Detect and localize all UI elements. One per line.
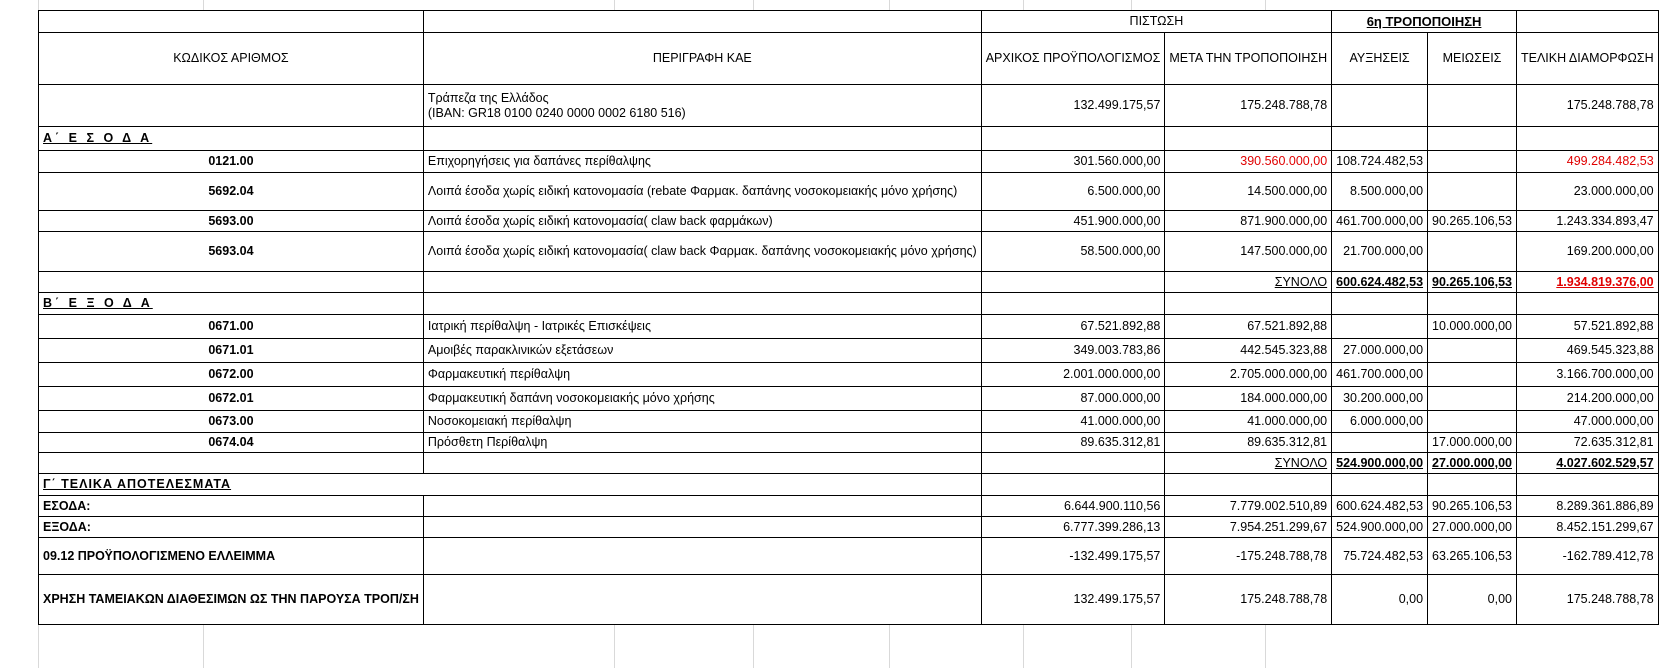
cell[interactable] [1428,127,1517,151]
table-row [39,232,1659,272]
cell[interactable] [981,474,1165,496]
revenue-total-row [39,272,1659,293]
cell[interactable] [423,127,981,151]
cell[interactable] [1165,474,1332,496]
row-code[interactable]: 0672.00 [39,363,424,387]
expense-total-increase[interactable]: 524.900.000,00 [1332,453,1428,474]
results-initial[interactable]: 6.644.900.110,56 [981,496,1165,517]
table-row [39,315,1659,339]
results-decrease[interactable]: 90.265.106,53 [1428,496,1517,517]
table-row [39,339,1659,363]
results-final[interactable]: 175.248.788,78 [1516,575,1658,625]
row-desc[interactable]: Ιατρική περίθαλψη - Ιατρικές Επισκέψεις [423,315,981,339]
row-after[interactable]: 67.521.892,88 [1165,315,1332,339]
row-desc[interactable]: Φαρμακευτική δαπάνη νοσοκομειακής μόνο χρήσης [423,387,981,411]
col-header-increase[interactable]: ΑΥΞΗΣΕΙΣ [1332,33,1428,85]
results-initial[interactable]: 6.777.399.286,13 [981,517,1165,538]
bank-name: Τράπεζα της Ελλάδος [427,90,549,105]
row-initial[interactable]: 87.000.000,00 [981,387,1165,411]
results-initial[interactable]: -132.499.175,57 [981,538,1165,575]
row-desc[interactable]: Πρόσθετη Περίθαλψη [423,433,981,453]
bank-final[interactable]: 175.248.788,78 [1516,85,1658,127]
cell[interactable] [1332,293,1428,315]
row-desc[interactable]: Επιχορηγήσεις για δαπάνες περίθαλψης [423,151,981,173]
row-decrease[interactable] [1428,232,1517,272]
row-decrease[interactable] [1428,411,1517,433]
table-row [39,433,1659,453]
row-code[interactable]: 0671.01 [39,339,424,363]
header-tropopoiisi[interactable]: 6η ΤΡΟΠΟΠΟΙΗΣΗ [1332,11,1517,33]
row-desc[interactable]: Αμοιβές παρακλινικών εξετάσεων [423,339,981,363]
row-final[interactable]: 47.000.000,00 [1516,411,1658,433]
col-header-decrease[interactable]: ΜΕΙΩΣΕΙΣ [1428,33,1517,85]
results-row [39,496,1659,517]
bank-desc[interactable] [423,85,981,127]
row-increase[interactable]: 108.724.482,53 [1332,151,1428,173]
table-row [39,211,1659,232]
expense-total-label[interactable]: ΣΥΝΟΛΟ [1165,453,1332,474]
row-decrease[interactable] [1428,339,1517,363]
budget-amendment-table [38,10,1659,625]
header-pistosi[interactable]: ΠΙΣΤΩΣΗ [981,11,1331,33]
row-initial[interactable]: 301.560.000,00 [981,151,1165,173]
results-row [39,517,1659,538]
table-row [39,411,1659,433]
row-after[interactable]: 41.000.000,00 [1165,411,1332,433]
cell[interactable] [981,127,1165,151]
row-decrease[interactable] [1428,151,1517,173]
row-increase[interactable]: 6.000.000,00 [1332,411,1428,433]
row-desc[interactable]: Φαρμακευτική περίθαλψη [423,363,981,387]
row-decrease[interactable]: 10.000.000,00 [1428,315,1517,339]
results-after[interactable]: -175.248.788,78 [1165,538,1332,575]
cell[interactable] [423,575,981,625]
cell[interactable] [1428,293,1517,315]
section-a-row [39,127,1659,151]
section-c-title[interactable]: Γ΄ ΤΕΛΙΚΑ ΑΠΟΤΕΛΕΣΜΑΤΑ [39,474,982,496]
results-final[interactable]: 8.452.151.299,67 [1516,517,1658,538]
cell[interactable] [981,453,1165,474]
revenue-total-decrease[interactable]: 90.265.106,53 [1428,272,1517,293]
row-initial[interactable]: 451.900.000,00 [981,211,1165,232]
row-code[interactable]: 5693.04 [39,232,424,272]
row-initial[interactable]: 6.500.000,00 [981,173,1165,211]
row-final[interactable]: 3.166.700.000,00 [1516,363,1658,387]
row-increase[interactable] [1332,315,1428,339]
results-increase[interactable]: 0,00 [1332,575,1428,625]
bank-after[interactable]: 175.248.788,78 [1165,85,1332,127]
row-initial[interactable]: 58.500.000,00 [981,232,1165,272]
cell[interactable] [39,453,424,474]
row-increase[interactable]: 461.700.000,00 [1332,211,1428,232]
col-header-after[interactable]: ΜΕΤΑ ΤΗΝ ΤΡΟΠΟΠΟΙΗΣΗ [1165,33,1332,85]
cell[interactable] [39,11,424,33]
results-decrease[interactable]: 63.265.106,53 [1428,538,1517,575]
results-label[interactable]: ΧΡΗΣΗ ΤΑΜΕΙΑΚΩΝ ΔΙΑΘΕΣΙΜΩΝ ΩΣ ΤΗΝ ΠΑΡΟΥΣΑ ΤΡΟΠ/ΣΗ [39,575,424,625]
row-after[interactable]: 184.000.000,00 [1165,387,1332,411]
row-decrease[interactable]: 17.000.000,00 [1428,433,1517,453]
cell[interactable] [1516,474,1658,496]
row-code[interactable]: 0121.00 [39,151,424,173]
row-initial[interactable]: 89.635.312,81 [981,433,1165,453]
row-initial[interactable]: 2.001.000.000,00 [981,363,1165,387]
revenue-total-final[interactable]: 1.934.819.376,00 [1516,272,1658,293]
expense-total-row [39,453,1659,474]
col-header-desc[interactable]: ΠΕΡΙΓΡΑΦΗ ΚΑΕ [423,33,981,85]
row-decrease[interactable]: 90.265.106,53 [1428,211,1517,232]
results-decrease[interactable]: 0,00 [1428,575,1517,625]
row-desc[interactable]: Λοιπά έσοδα χωρίς ειδική κατονομασία( claw back Φαρμακ. δαπάνης νοσοκομειακής μόνο χρήσης) [423,232,981,272]
row-final[interactable]: 57.521.892,88 [1516,315,1658,339]
row-final[interactable]: 1.243.334.893,47 [1516,211,1658,232]
cell[interactable] [1332,85,1428,127]
row-increase[interactable] [1332,433,1428,453]
cell[interactable] [423,517,981,538]
results-row [39,575,1659,625]
section-a-title[interactable]: Α΄ Ε Σ Ο Δ Α [39,127,424,151]
col-header-final[interactable]: ΤΕΛΙΚΗ ΔΙΑΜΟΡΦΩΣΗ [1516,33,1658,85]
table-row [39,387,1659,411]
row-code[interactable]: 0672.01 [39,387,424,411]
row-final[interactable]: 469.545.323,88 [1516,339,1658,363]
row-after[interactable]: 390.560.000,00 [1165,151,1332,173]
cell[interactable] [1332,127,1428,151]
row-after[interactable]: 442.545.323,88 [1165,339,1332,363]
cell[interactable] [39,85,424,127]
row-code[interactable]: 5693.00 [39,211,424,232]
col-header-code[interactable]: ΚΩΔΙΚΟΣ ΑΡΙΘΜΟΣ [39,33,424,85]
row-final[interactable]: 214.200.000,00 [1516,387,1658,411]
expense-total-decrease[interactable]: 27.000.000,00 [1428,453,1517,474]
row-code[interactable]: 0674.04 [39,433,424,453]
row-after[interactable]: 89.635.312,81 [1165,433,1332,453]
row-increase[interactable]: 461.700.000,00 [1332,363,1428,387]
bank-iban: (IBAN: GR18 0100 0240 0000 0002 6180 516) [427,105,686,120]
row-final[interactable]: 169.200.000,00 [1516,232,1658,272]
section-b-title[interactable]: Β΄ Ε Ξ Ο Δ Α [39,293,424,315]
row-decrease[interactable] [1428,173,1517,211]
row-after[interactable]: 2.705.000.000,00 [1165,363,1332,387]
results-decrease[interactable]: 27.000.000,00 [1428,517,1517,538]
cell[interactable] [1165,127,1332,151]
cell[interactable] [1516,127,1658,151]
row-desc[interactable]: Λοιπά έσοδα χωρίς ειδική κατονομασία (rebate Φαρμακ. δαπάνης νοσοκομειακής μόνο χρήσης) [423,173,981,211]
row-code[interactable]: 0673.00 [39,411,424,433]
section-c-row [39,474,1659,496]
row-initial[interactable]: 349.003.783,86 [981,339,1165,363]
cell[interactable] [1332,474,1428,496]
bank-row [39,85,1659,127]
results-increase[interactable]: 75.724.482,53 [1332,538,1428,575]
cell[interactable] [1428,474,1517,496]
table-row [39,173,1659,211]
header-group-row [39,11,1659,33]
row-final[interactable]: 23.000.000,00 [1516,173,1658,211]
results-after[interactable]: 7.779.002.510,89 [1165,496,1332,517]
cell[interactable] [423,496,981,517]
cell[interactable] [423,293,981,315]
row-after[interactable]: 14.500.000,00 [1165,173,1332,211]
header-columns-row [39,33,1659,85]
row-after[interactable]: 147.500.000,00 [1165,232,1332,272]
results-label[interactable]: ΕΞΟΔΑ: [39,517,424,538]
row-increase[interactable]: 30.200.000,00 [1332,387,1428,411]
row-code[interactable]: 0671.00 [39,315,424,339]
cell[interactable] [981,293,1165,315]
row-decrease[interactable] [1428,387,1517,411]
cell[interactable] [423,453,981,474]
cell[interactable] [423,538,981,575]
results-final[interactable]: 8.289.361.886,89 [1516,496,1658,517]
table-row [39,151,1659,173]
results-row [39,538,1659,575]
results-increase[interactable]: 600.624.482,53 [1332,496,1428,517]
revenue-total-label[interactable]: ΣΥΝΟΛΟ [1165,272,1332,293]
row-increase[interactable]: 27.000.000,00 [1332,339,1428,363]
row-increase[interactable]: 8.500.000,00 [1332,173,1428,211]
results-increase[interactable]: 524.900.000,00 [1332,517,1428,538]
section-b-row [39,293,1659,315]
row-desc[interactable]: Νοσοκομειακή περίθαλψη [423,411,981,433]
row-final[interactable]: 72.635.312,81 [1516,433,1658,453]
row-desc[interactable]: Λοιπά έσοδα χωρίς ειδική κατονομασία( claw back φαρμάκων) [423,211,981,232]
results-after[interactable]: 175.248.788,78 [1165,575,1332,625]
row-initial[interactable]: 67.521.892,88 [981,315,1165,339]
results-final[interactable]: -162.789.412,78 [1516,538,1658,575]
results-after[interactable]: 7.954.251.299,67 [1165,517,1332,538]
table-row [39,363,1659,387]
row-increase[interactable]: 21.700.000,00 [1332,232,1428,272]
results-initial[interactable]: 132.499.175,57 [981,575,1165,625]
cell[interactable] [1516,11,1658,33]
row-after[interactable]: 871.900.000,00 [1165,211,1332,232]
cell[interactable] [1165,293,1332,315]
cell[interactable] [1428,85,1517,127]
row-final[interactable]: 499.284.482,53 [1516,151,1658,173]
cell[interactable] [1516,293,1658,315]
cell[interactable] [981,272,1165,293]
results-label[interactable]: 09.12 ΠΡΟΫΠΟΛΟΓΙΣΜΕΝΟ ΕΛΛΕΙΜΜΑ [39,538,424,575]
bank-initial[interactable]: 132.499.175,57 [981,85,1165,127]
cell[interactable] [39,272,424,293]
col-header-initial[interactable]: ΑΡΧΙΚΟΣ ΠΡΟΫΠΟΛΟΓΙΣΜΟΣ [981,33,1165,85]
row-initial[interactable]: 41.000.000,00 [981,411,1165,433]
row-decrease[interactable] [1428,363,1517,387]
expense-total-final[interactable]: 4.027.602.529,57 [1516,453,1658,474]
revenue-total-increase[interactable]: 600.624.482,53 [1332,272,1428,293]
cell[interactable] [423,11,981,33]
cell[interactable] [423,272,981,293]
row-code[interactable]: 5692.04 [39,173,424,211]
results-label[interactable]: ΕΣΟΔΑ: [39,496,424,517]
